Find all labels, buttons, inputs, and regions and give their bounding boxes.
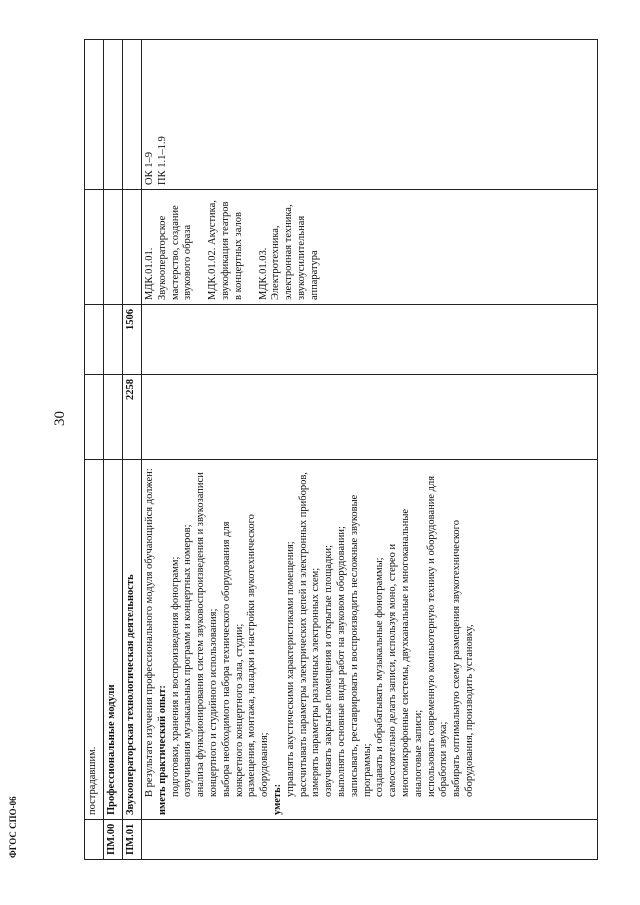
table-row: [104, 40, 123, 860]
competence-code: ОК 1–9: [144, 152, 155, 185]
document-footer: ФГОС СПО-06: [8, 796, 18, 858]
table-cell: [85, 375, 104, 460]
description-line: использовать современную компьютерную технику и оборудование для обработки звука;: [425, 475, 450, 797]
table-cell: [85, 190, 104, 305]
competence-code: ПК 1.1–1.9: [156, 136, 168, 185]
pm00-title: Профессиональные модули: [104, 460, 123, 820]
table-cell: [104, 40, 123, 190]
pm01-description: [142, 460, 598, 820]
table-cell: [104, 305, 123, 375]
description-line: рассчитывать параметры электрических цепей и электронных приборов, измерять параметры различных электронных схем;: [297, 472, 322, 797]
table-cell: [85, 40, 104, 190]
table-cell: [142, 375, 598, 460]
table-cell: [85, 305, 104, 375]
page-number: 30: [52, 411, 68, 426]
table-row: [85, 40, 104, 860]
curriculum-table: [84, 39, 598, 860]
description-line: создавать и обрабатывать музыкальные фонограммы;: [374, 557, 386, 797]
table-row: [123, 40, 142, 860]
table-cell: [104, 190, 123, 305]
mdk-item: МДК.01.01. Звукооператорское мастерство, создание звукового образа: [144, 205, 194, 300]
pm01-code: ПМ.01: [123, 820, 142, 860]
pm01-total-hours: 2258: [123, 375, 142, 460]
description-line: записывать, реставрировать и воспроизводить несложные звуковые программы;: [348, 494, 373, 797]
mdk-list: [142, 190, 598, 305]
pm00-code: ПМ.00: [104, 820, 123, 860]
description-line: озвучивать закрытые помещения и открытые площадки;: [323, 544, 335, 797]
description-line: озвучивания музыкальных программ и концертных номеров;: [182, 524, 194, 797]
previous-row-text: пострадавшим.: [85, 460, 104, 820]
description-line: подготовки, хранения и воспроизведения фонограмм;: [169, 556, 181, 797]
mdk-item: МДК.01.03. Электротехника, электронная техника, звукоусилительная аппаратура: [257, 204, 320, 300]
pm01-title: Звукооператорская технологическая деятельность: [123, 460, 142, 820]
pm01-compulsory-hours: 1506: [123, 305, 142, 375]
description-line: анализа функционирования систем звуковоспроизведения и звукозаписи концертного и студийного использования;: [195, 472, 219, 797]
table-cell: [142, 820, 598, 860]
description-line: самостоятельно делать записи, используя моно, стерео и многомикрофонные системы, двухканальные и многоканальные аналоговые записи;: [387, 508, 424, 797]
table-cell: [123, 40, 142, 190]
description-line: выбирать оптимальную схему размещения звукотехнического оборудования, производить установку,: [451, 520, 475, 797]
description-line: уметь:: [271, 783, 283, 815]
curriculum-table-sheet: [84, 40, 598, 860]
description-line: выполнять основные виды работ на звуковом оборудовании;: [335, 526, 347, 797]
description-line: выбора необходимого набора технического оборудования для конкретного концертного зала, студии;: [220, 521, 245, 797]
competence-codes: [142, 40, 598, 190]
table-cell: [104, 375, 123, 460]
mdk-item: МДК.01.02. Акустика, звукофикация театров в концертных залов: [207, 200, 244, 300]
table-cell: [123, 190, 142, 305]
table-row: [142, 40, 598, 860]
table-cell: [142, 305, 598, 375]
description-line: В результате изучения профессионального модуля обучающийся должен:: [144, 468, 155, 797]
description-line: иметь практический опыт:: [156, 685, 168, 815]
description-line: размещения, монтажа, наладки и настройки звукотехнического оборудования;: [246, 514, 271, 797]
table-cell: [85, 820, 104, 860]
description-line: управлять акустическими характеристиками помещения;: [284, 541, 296, 797]
